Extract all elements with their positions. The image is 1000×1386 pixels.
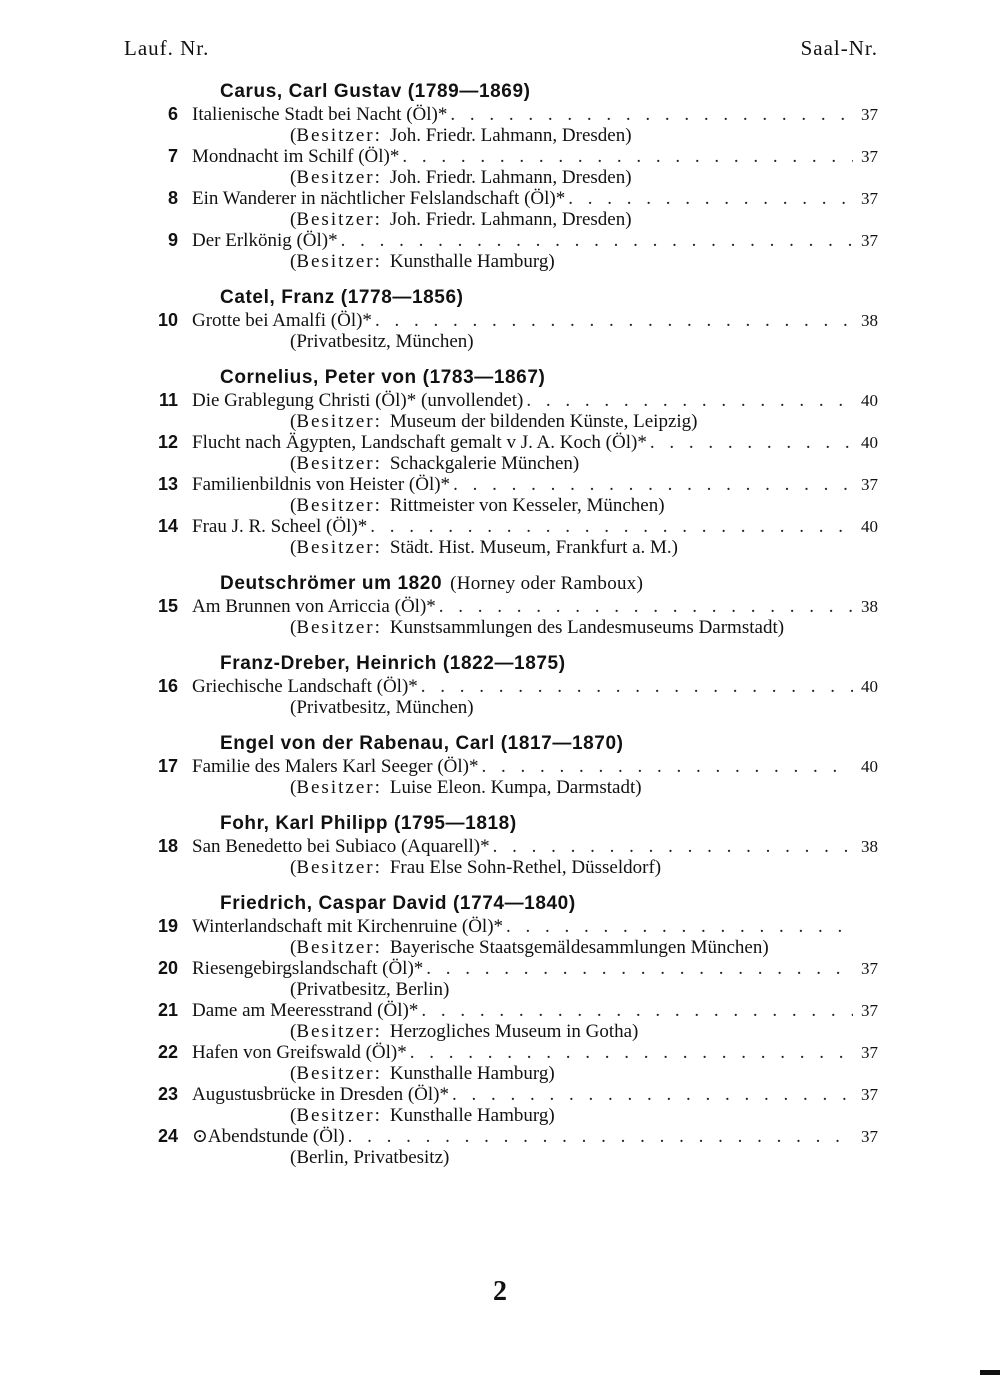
section-gap <box>0 718 1000 732</box>
room-number: 37 <box>861 959 878 978</box>
section-gap <box>0 798 1000 812</box>
entry-number: 14 <box>157 516 178 536</box>
room-number: 38 <box>861 311 878 330</box>
owner-text: Schackgalerie München) <box>389 453 580 474</box>
entry-owner <box>290 1105 870 1126</box>
catalog-entry <box>0 390 1000 432</box>
catalog-entry <box>0 474 1000 516</box>
owner-paren: ( <box>290 1063 297 1084</box>
entry-owner <box>290 453 870 474</box>
entry-title-line <box>192 1126 878 1147</box>
catalog-entry <box>0 230 1000 272</box>
owner-label: Besitzer: <box>296 1105 382 1126</box>
catalog-entry <box>0 104 1000 146</box>
artist-heading <box>220 892 1000 916</box>
entry-number: 12 <box>157 432 178 452</box>
entry-owner <box>290 209 870 230</box>
catalog-entry <box>0 310 1000 352</box>
entry-number: 24 <box>157 1126 178 1146</box>
owner-label: Besitzer: <box>296 209 382 230</box>
entry-owner <box>290 1063 870 1084</box>
artist-section <box>0 732 1000 798</box>
entry-row <box>0 1084 1000 1105</box>
owner-paren: ( <box>290 937 297 958</box>
entry-number: 16 <box>157 676 178 696</box>
entry-owner <box>290 167 870 188</box>
entry-list <box>0 310 1000 352</box>
entry-title: Ein Wanderer in nächtlicher Felslandschaft (Öl)* <box>192 188 566 209</box>
catalog-entry <box>0 516 1000 558</box>
dot-leader <box>452 1084 853 1105</box>
entry-owner <box>290 857 870 878</box>
owner-text: Rittmeister von Kesseler, München) <box>389 495 665 516</box>
owner-paren: ( <box>290 1021 297 1042</box>
catalog-entry <box>0 836 1000 878</box>
entry-title-line <box>192 104 878 125</box>
entry-title: San Benedetto bei Subiaco (Aquarell)* <box>192 836 490 857</box>
entry-title-line <box>192 916 878 937</box>
artist-note: (Horney oder Ramboux) <box>450 573 644 594</box>
owner-label: Besitzer: <box>296 857 382 878</box>
entry-row <box>0 596 1000 617</box>
dot-leader <box>568 188 853 209</box>
artist-heading <box>220 572 1000 596</box>
owner-text: Kunstsammlungen des Landesmuseums Darmstadt) <box>389 617 785 638</box>
artist-heading <box>220 366 1000 390</box>
catalog-entry <box>0 188 1000 230</box>
entry-title: Italienische Stadt bei Nacht (Öl)* <box>192 104 448 125</box>
owner-label: Besitzer: <box>296 495 382 516</box>
entry-list <box>0 916 1000 1168</box>
artist-name: Deutschrömer um 1820 <box>220 573 443 594</box>
owner-text: Kunsthalle Hamburg) <box>389 251 555 272</box>
room-number: 40 <box>861 433 878 452</box>
entry-title-line <box>192 474 878 495</box>
artist-section <box>0 366 1000 558</box>
owner-paren: ( <box>290 251 297 272</box>
entry-title-line <box>192 756 878 777</box>
catalog-entry <box>0 1084 1000 1126</box>
entry-title: Der Erlkönig (Öl)* <box>192 230 338 251</box>
entry-row <box>0 836 1000 857</box>
entry-owner <box>290 1021 870 1042</box>
entry-title-line <box>192 390 878 411</box>
entry-title-line <box>192 958 878 979</box>
catalog-entry <box>0 146 1000 188</box>
artist-name: Cornelius, Peter von (1783—1867) <box>220 367 546 388</box>
owner-paren: ( <box>290 979 297 1000</box>
section-gap <box>0 352 1000 366</box>
entry-row <box>0 676 1000 697</box>
entry-title: Riesengebirgslandschaft (Öl)* <box>192 958 424 979</box>
dot-leader <box>421 1000 853 1021</box>
artist-name: Friedrich, Caspar David (1774—1840) <box>220 893 576 914</box>
artist-section <box>0 286 1000 352</box>
catalog-entry <box>0 756 1000 798</box>
artist-heading <box>220 732 1000 756</box>
artist-section <box>0 652 1000 718</box>
entry-number: 22 <box>157 1042 178 1062</box>
catalog-entry <box>0 596 1000 638</box>
room-number: 37 <box>861 147 878 166</box>
entry-row <box>0 1126 1000 1147</box>
entry-number: 7 <box>167 146 178 166</box>
owner-text: Städt. Hist. Museum, Frankfurt a. M.) <box>389 537 679 558</box>
entry-title-line <box>192 1000 878 1021</box>
entry-row <box>0 146 1000 167</box>
dot-leader <box>526 390 853 411</box>
owner-text: Museum der bildenden Künste, Leipzig) <box>389 411 698 432</box>
entry-row <box>0 432 1000 453</box>
entry-number: 19 <box>157 916 178 936</box>
entry-owner <box>290 331 870 352</box>
entry-row <box>0 516 1000 537</box>
owner-text: Joh. Friedr. Lahmann, Dresden) <box>389 125 632 146</box>
room-number: 37 <box>861 1127 878 1146</box>
dot-leader <box>453 474 853 495</box>
artist-name: Engel von der Rabenau, Carl (1817—1870) <box>220 733 624 754</box>
artist-section <box>0 572 1000 638</box>
section-gap <box>0 878 1000 892</box>
room-number: 37 <box>861 1043 878 1062</box>
entry-title-line <box>192 310 878 331</box>
dot-leader <box>402 146 853 167</box>
artist-heading <box>220 652 1000 676</box>
owner-label: Besitzer: <box>296 167 382 188</box>
entry-owner <box>290 1147 870 1168</box>
catalog-entry <box>0 958 1000 1000</box>
entry-owner <box>290 979 870 1000</box>
room-number: 40 <box>861 757 878 776</box>
owner-paren: ( <box>290 125 297 146</box>
entry-title-line <box>192 1084 878 1105</box>
entry-owner <box>290 495 870 516</box>
entry-row <box>0 104 1000 125</box>
dot-leader <box>370 516 853 537</box>
entry-title: Hafen von Greifswald (Öl)* <box>192 1042 407 1063</box>
entry-title-line <box>192 836 878 857</box>
artist-name: Franz-Dreber, Heinrich (1822—1875) <box>220 653 566 674</box>
entry-list <box>0 836 1000 878</box>
entry-row <box>0 188 1000 209</box>
owner-text: Berlin, Privatbesitz) <box>296 1147 450 1168</box>
entry-row <box>0 1000 1000 1021</box>
owner-text: Privatbesitz, München) <box>296 331 474 352</box>
header-room-number: Saal-Nr. <box>800 36 878 60</box>
entry-list <box>0 390 1000 558</box>
room-number: 40 <box>861 391 878 410</box>
dot-leader <box>421 676 853 697</box>
entry-number: 18 <box>157 836 178 856</box>
owner-text: Joh. Friedr. Lahmann, Dresden) <box>389 209 632 230</box>
room-number: 40 <box>861 517 878 536</box>
artist-heading <box>220 812 1000 836</box>
dot-leader <box>410 1042 853 1063</box>
entry-title-line <box>192 676 878 697</box>
edge-mark <box>980 1370 1000 1375</box>
owner-paren: ( <box>290 617 297 638</box>
artist-name: Carus, Carl Gustav (1789—1869) <box>220 81 531 102</box>
entry-number: 17 <box>157 756 178 776</box>
entry-row <box>0 390 1000 411</box>
catalog-entry <box>0 1126 1000 1168</box>
entry-number: 23 <box>157 1084 178 1104</box>
owner-paren: ( <box>290 167 297 188</box>
artist-section <box>0 892 1000 1168</box>
dot-leader <box>341 230 853 251</box>
owner-label: Besitzer: <box>296 453 382 474</box>
catalog-entry <box>0 1042 1000 1084</box>
dot-leader <box>426 958 853 979</box>
entry-title-line <box>192 516 878 537</box>
owner-label: Besitzer: <box>296 125 382 146</box>
header-running-number: Lauf. Nr. <box>124 36 210 60</box>
section-gap <box>0 638 1000 652</box>
owner-text: Luise Eleon. Kumpa, Darmstadt) <box>389 777 642 798</box>
entry-number: 6 <box>167 104 178 124</box>
artist-section <box>0 80 1000 272</box>
room-number: 37 <box>861 105 878 124</box>
room-number: 37 <box>861 1085 878 1104</box>
owner-paren: ( <box>290 411 297 432</box>
owner-label: Besitzer: <box>296 617 382 638</box>
owner-paren: ( <box>290 1105 297 1126</box>
owner-text: Joh. Friedr. Lahmann, Dresden) <box>389 167 632 188</box>
owner-paren: ( <box>290 537 297 558</box>
owner-label: Besitzer: <box>296 937 382 958</box>
entry-title-line <box>192 596 878 617</box>
owner-paren: ( <box>290 777 297 798</box>
entry-owner <box>290 125 870 146</box>
entry-title: Griechische Landschaft (Öl)* <box>192 676 418 697</box>
catalog-entry <box>0 1000 1000 1042</box>
entry-row <box>0 230 1000 251</box>
owner-paren: ( <box>290 331 297 352</box>
entry-title: ⊙Abendstunde (Öl) <box>192 1126 345 1147</box>
entry-title: Am Brunnen von Arriccia (Öl)* <box>192 596 436 617</box>
page-number: 2 <box>493 1276 507 1307</box>
artist-section <box>0 812 1000 878</box>
catalog-entry <box>0 916 1000 958</box>
entry-number: 11 <box>158 390 178 410</box>
owner-label: Besitzer: <box>296 1021 382 1042</box>
room-number: 38 <box>861 837 878 856</box>
entry-title: Familienbildnis von Heister (Öl)* <box>192 474 451 495</box>
entry-owner <box>290 697 870 718</box>
dot-leader <box>493 836 853 857</box>
catalog-entry <box>0 676 1000 718</box>
entry-list <box>0 104 1000 272</box>
owner-paren: ( <box>290 495 297 516</box>
dot-leader <box>650 432 853 453</box>
entry-owner <box>290 251 870 272</box>
owner-text: Kunsthalle Hamburg) <box>389 1105 555 1126</box>
owner-text: Bayerische Staatsgemäldesammlungen München) <box>389 937 769 958</box>
entry-row <box>0 916 1000 937</box>
entry-row <box>0 756 1000 777</box>
entry-list <box>0 756 1000 798</box>
artist-heading <box>220 80 1000 104</box>
entry-number: 15 <box>157 596 178 616</box>
entry-number: 8 <box>167 188 178 208</box>
entry-owner <box>290 617 870 638</box>
owner-label: Besitzer: <box>296 251 382 272</box>
catalog-list <box>0 80 1000 1168</box>
dot-leader <box>348 1126 853 1147</box>
dot-leader <box>506 916 853 937</box>
entry-title-line <box>192 230 878 251</box>
entry-title: Frau J. R. Scheel (Öl)* <box>192 516 368 537</box>
entry-title: Grotte bei Amalfi (Öl)* <box>192 310 372 331</box>
entry-owner <box>290 937 870 958</box>
entry-row <box>0 1042 1000 1063</box>
owner-paren: ( <box>290 697 297 718</box>
owner-label: Besitzer: <box>296 411 382 432</box>
owner-label: Besitzer: <box>296 777 382 798</box>
entry-title: Die Grablegung Christi (Öl)* (unvollendet) <box>192 390 524 411</box>
owner-paren: ( <box>290 857 297 878</box>
entry-row <box>0 474 1000 495</box>
entry-title: Flucht nach Ägypten, Landschaft gemalt v J. A. Koch (Öl)* <box>192 432 647 453</box>
owner-text: Herzogliches Museum in Gotha) <box>389 1021 639 1042</box>
dot-leader <box>450 104 853 125</box>
entry-title: Mondnacht im Schilf (Öl)* <box>192 146 400 167</box>
owner-text: Privatbesitz, München) <box>296 697 474 718</box>
dot-leader <box>439 596 853 617</box>
owner-text: Kunsthalle Hamburg) <box>389 1063 555 1084</box>
dot-leader <box>482 756 854 777</box>
owner-text: Privatbesitz, Berlin) <box>296 979 450 1000</box>
section-gap <box>0 272 1000 286</box>
room-number: 38 <box>861 597 878 616</box>
owner-label: Besitzer: <box>296 1063 382 1084</box>
entry-number: 20 <box>157 958 178 978</box>
entry-list <box>0 676 1000 718</box>
entry-title: Winterlandschaft mit Kirchenruine (Öl)* <box>192 916 504 937</box>
entry-row <box>0 310 1000 331</box>
entry-list <box>0 596 1000 638</box>
room-number: 37 <box>861 189 878 208</box>
entry-title-line <box>192 432 878 453</box>
entry-title-line <box>192 1042 878 1063</box>
entry-title-line <box>192 146 878 167</box>
owner-text: Frau Else Sohn-Rethel, Düsseldorf) <box>389 857 662 878</box>
entry-number: 13 <box>157 474 178 494</box>
owner-paren: ( <box>290 209 297 230</box>
entry-owner <box>290 537 870 558</box>
entry-row <box>0 958 1000 979</box>
entry-number: 10 <box>157 310 178 330</box>
entry-owner <box>290 411 870 432</box>
artist-name: Fohr, Karl Philipp (1795—1818) <box>220 813 517 834</box>
room-number: 40 <box>861 677 878 696</box>
owner-label: Besitzer: <box>296 537 382 558</box>
entry-owner <box>290 777 870 798</box>
entry-title-line <box>192 188 878 209</box>
room-number: 37 <box>861 1001 878 1020</box>
entry-title: Dame am Meeresstrand (Öl)* <box>192 1000 419 1021</box>
entry-number: 21 <box>157 1000 178 1020</box>
owner-paren: ( <box>290 1147 297 1168</box>
artist-heading <box>220 286 1000 310</box>
owner-paren: ( <box>290 453 297 474</box>
entry-number: 9 <box>167 230 178 250</box>
catalog-entry <box>0 432 1000 474</box>
artist-name: Catel, Franz (1778—1856) <box>220 287 464 308</box>
room-number: 37 <box>861 475 878 494</box>
room-number: 37 <box>861 231 878 250</box>
dot-leader <box>375 310 853 331</box>
section-gap <box>0 558 1000 572</box>
entry-title: Augustusbrücke in Dresden (Öl)* <box>192 1084 449 1105</box>
entry-title: Familie des Malers Karl Seeger (Öl)* <box>192 756 479 777</box>
